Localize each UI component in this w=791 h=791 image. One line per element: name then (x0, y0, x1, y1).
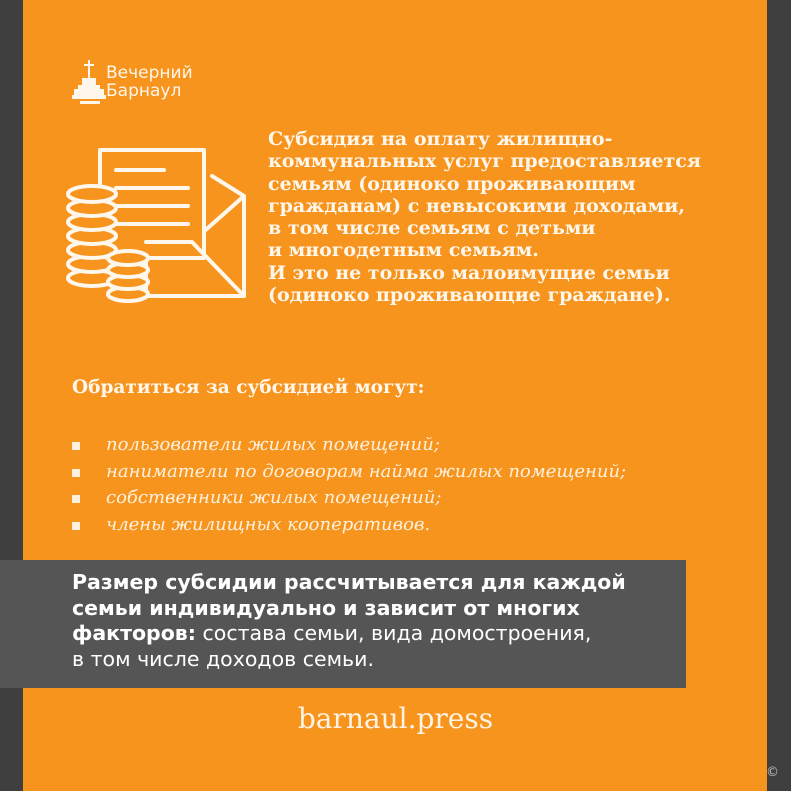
intro-line: гражданам) с невысокими доходами, (268, 194, 685, 217)
eligibility-list (72, 432, 626, 539)
square-bullet-icon (72, 495, 80, 503)
calculation-line-3 (72, 621, 672, 647)
list-item-text: пользователи жилых помещений; (106, 434, 440, 455)
calculation-text (72, 570, 672, 672)
website-link[interactable]: barnaul.press (297, 702, 494, 735)
ship-logo-icon (72, 58, 106, 110)
intro-line: Субсидия на оплату жилищно- (268, 128, 613, 150)
square-bullet-icon (72, 469, 80, 477)
square-bullet-icon (72, 522, 80, 530)
brand-line-2: Барнаул (106, 81, 182, 101)
eligibility-heading: Обратиться за субсидией могут: (72, 377, 425, 398)
intro-paragraph (268, 128, 748, 306)
coins-and-envelope-icon (64, 146, 254, 306)
calculation-line-2: семьи индивидуально и зависит от многих (72, 595, 580, 620)
intro-line: в том числе семьям с детьми (268, 217, 596, 240)
square-bullet-icon (72, 442, 80, 450)
intro-line: (одиноко проживающие граждане). (268, 284, 671, 307)
list-item-text: собственники жилых помещений; (106, 487, 442, 509)
list-item-text: наниматели по договорам найма жилых помещений; (106, 460, 627, 482)
list-item (72, 485, 626, 512)
calculation-line-4: в том числе доходов семьи. (72, 646, 374, 671)
intro-line: коммунальных услуг предоставляется (268, 150, 701, 173)
intro-line: И это не только малоимущие семьи (268, 261, 670, 284)
intro-line: и многодетным семьям. (268, 239, 539, 262)
calculation-info-box (0, 560, 686, 688)
calculation-line-3-bold: факторов: (72, 621, 196, 645)
list-item-text: члены жилищных кооперативов. (106, 514, 431, 536)
brand-logo (72, 58, 232, 118)
calculation-line-3-rest: состава семьи, вида домостроения, (195, 621, 592, 645)
list-item (72, 432, 626, 459)
calculation-line-1: Размер субсидии рассчитывается для каждой (72, 570, 626, 594)
list-item (72, 459, 626, 486)
copyright-mark: © (766, 765, 779, 780)
intro-line: семьям (одиноко проживающим (268, 172, 636, 195)
brand-name (106, 64, 193, 100)
brand-line-1: Вечерний (106, 63, 193, 83)
list-item (72, 512, 626, 539)
